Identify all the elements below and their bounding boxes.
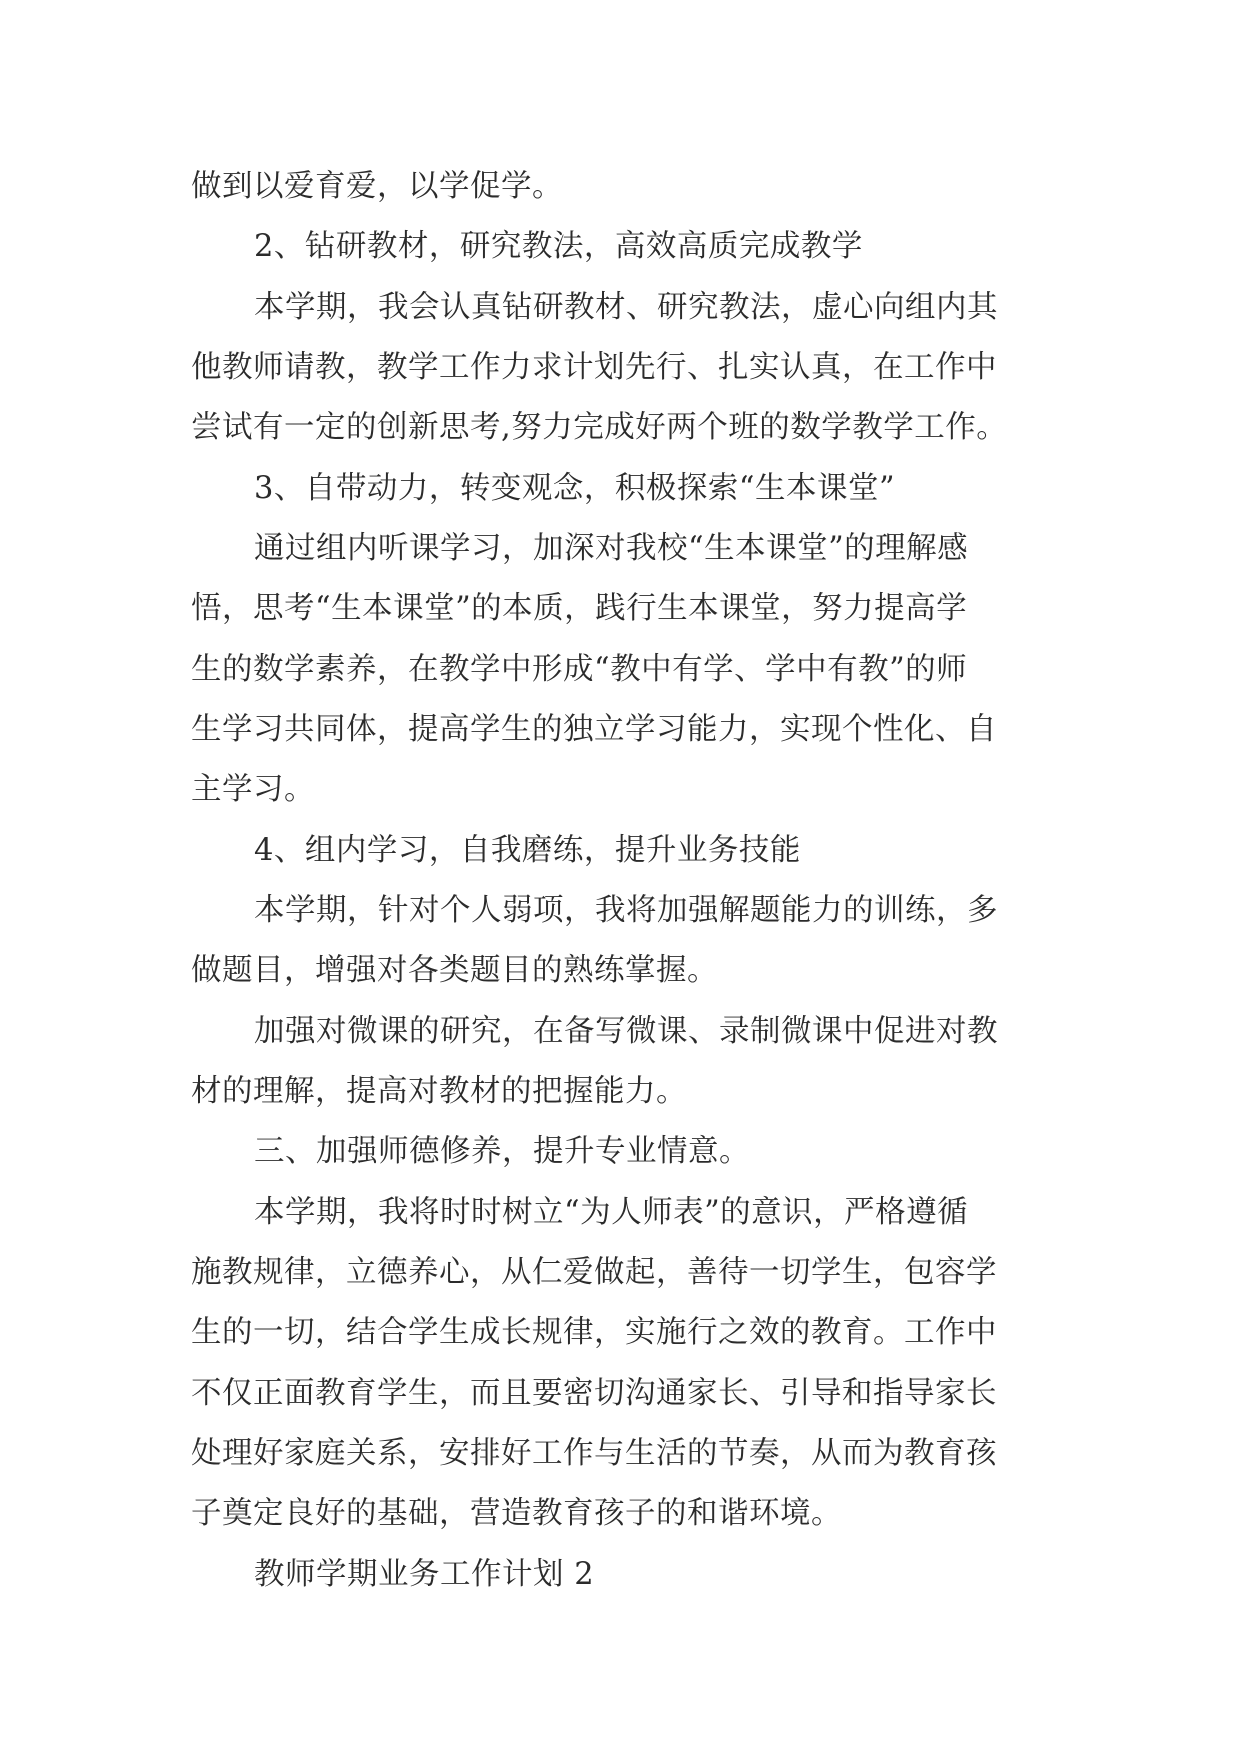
text-line: 处理好家庭关系，安排好工作与生活的节奏，从而为教育孩 [191,1436,997,1471]
text-line: 做到以爱育爱，以学促学。 [191,169,563,204]
text-line: 不仅正面教育学生，而且要密切沟通家长、引导和指导家长 [191,1376,997,1411]
section-heading: 4、组内学习，自我磨练，提升业务技能 [254,833,801,868]
text-line: 加强对微课的研究，在备写微课、录制微课中促进对教 [254,1014,998,1049]
text-line: 尝试有一定的创新思考,努力完成好两个班的数学教学工作。 [191,410,1008,445]
text-line: 生的一切，结合学生成长规律，实施行之效的教育。工作中 [191,1315,997,1350]
text-line: 悟，思考“生本课堂”的本质，践行生本课堂，努力提高学 [191,591,968,626]
section-heading: 三、加强师德修养，提升专业情意。 [254,1134,750,1169]
document-title: 教师学期业务工作计划 2 [254,1557,595,1592]
text-line: 本学期，针对个人弱项，我将加强解题能力的训练，多 [254,893,998,928]
text-line: 材的理解，提高对教材的把握能力。 [191,1074,687,1109]
text-line: 通过组内听课学习，加深对我校“生本课堂”的理解感 [254,531,969,566]
section-heading: 2、钻研教材，研究教法，高效高质完成教学 [254,229,863,264]
text-line: 施教规律，立德养心，从仁爱做起，善待一切学生，包容学 [191,1255,997,1290]
section-heading: 3、自带动力，转变观念，积极探索“生本课堂” [254,471,896,506]
text-line: 本学期，我将时时树立“为人师表”的意识，严格遵循 [254,1195,969,1230]
text-line: 做题目，增强对各类题目的熟练掌握。 [191,953,718,988]
text-line: 生的数学素养，在教学中形成“教中有学、学中有教”的师 [191,652,968,687]
text-line: 生学习共同体，提高学生的独立学习能力，实现个性化、自 [191,712,997,747]
text-line: 主学习。 [191,772,315,807]
text-line: 子奠定良好的基础，营造教育孩子的和谐环境。 [191,1496,842,1531]
text-line: 本学期，我会认真钻研教材、研究教法，虚心向组内其 [254,290,998,325]
text-line: 他教师请教，教学工作力求计划先行、扎实认真，在工作中 [191,350,997,385]
